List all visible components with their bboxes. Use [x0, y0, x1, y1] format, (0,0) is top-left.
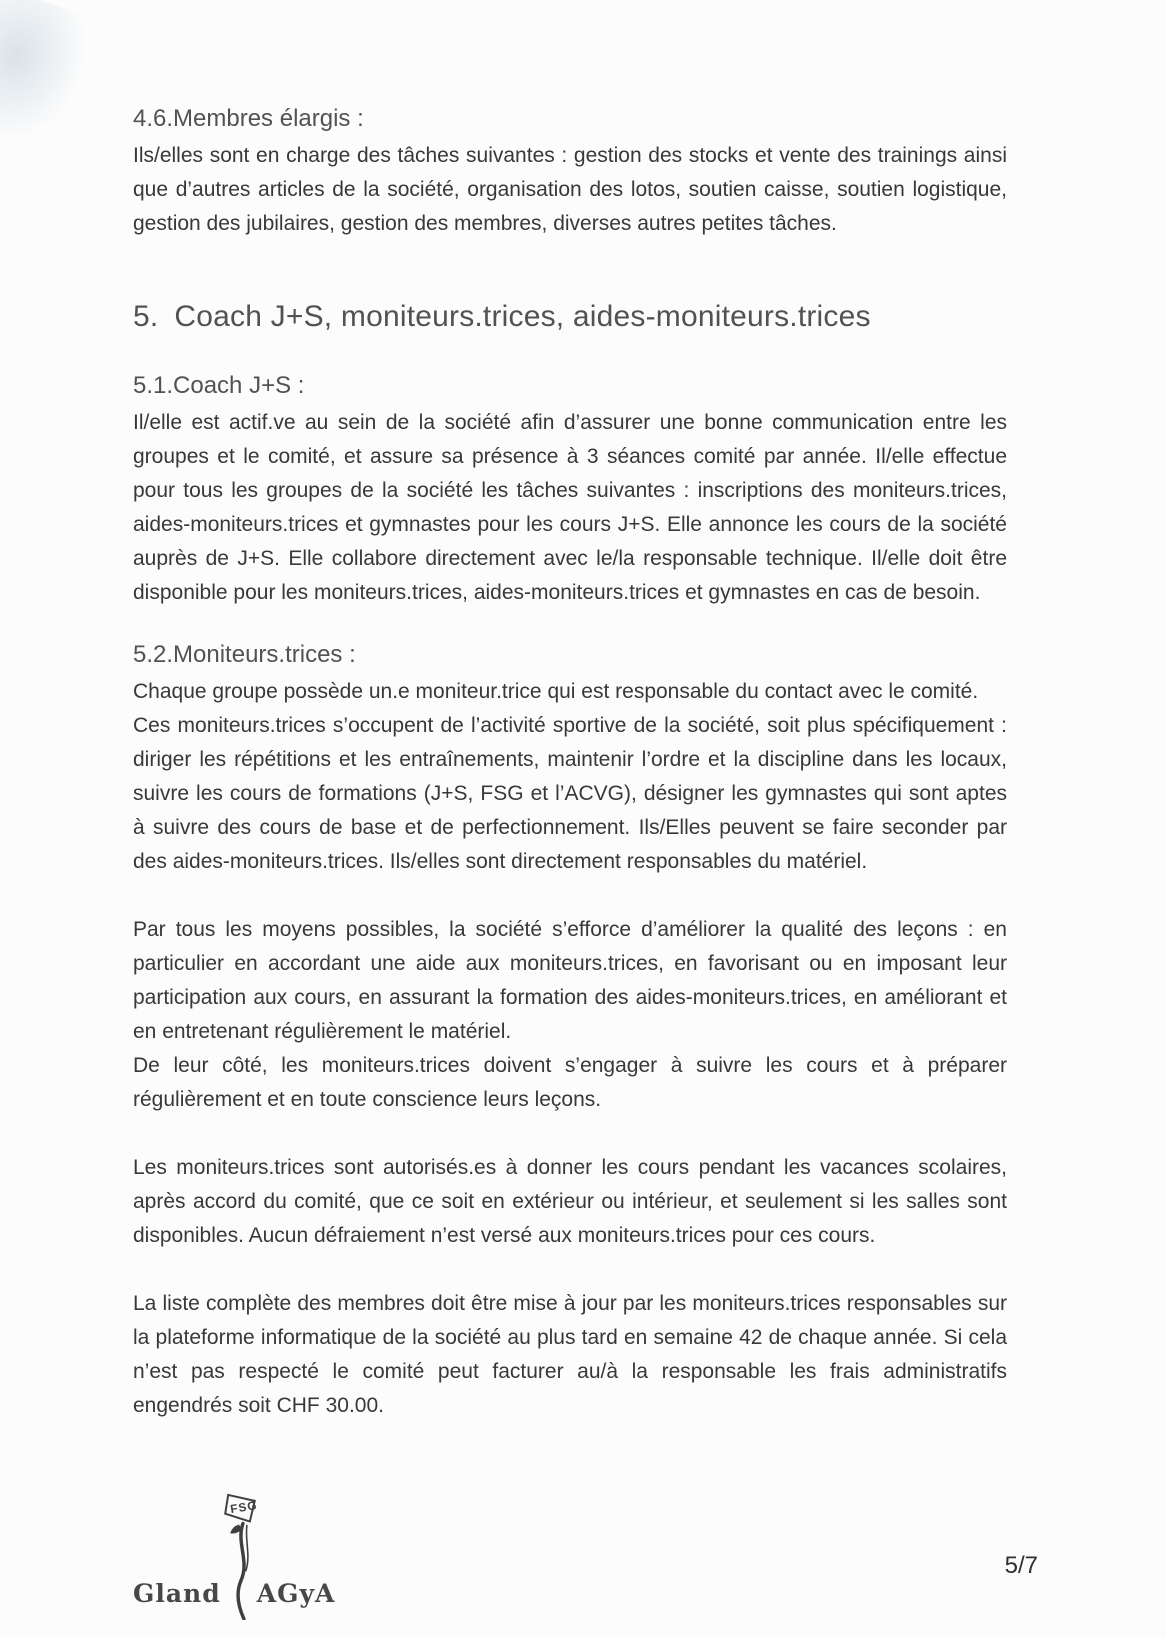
- section-5-1-heading: 5.1.Coach J+S :: [133, 372, 305, 399]
- logo-banner-fsg: FSG: [229, 1498, 259, 1517]
- section-5-title: Coach J+S, moniteurs.trices, aides-moniteurs.trices: [174, 300, 871, 333]
- section-5-2-paragraph-1: Chaque groupe possède un.e moniteur.trice qui est responsable du contact avec le comité.: [133, 680, 979, 703]
- section-4-6-heading: 4.6.Membres élargis :: [133, 105, 364, 132]
- logo-text-gland: Gland: [133, 1579, 221, 1608]
- gymnast-body-stroke: [238, 1524, 244, 1620]
- section-5-2-heading: 5.2.Moniteurs.trices :: [133, 641, 356, 668]
- section-5-2-paragraph-3: Par tous les moyens possibles, la société s’efforce d’améliorer la qualité des leçons : en particulier en accordant une aide aux moniteurs.trices, en favorisant ou en imposant leur participation aux cours, en assurant la formation des aides-moniteurs.trices, en améliorant et en entretenant régulièrement le matériel.: [133, 918, 1007, 1043]
- page-footer: [133, 1478, 1038, 1620]
- section-5-2-paragraph-5: Les moniteurs.trices sont autorisés.es à donner les cours pendant les vacances scolaires, après accord du comité, que ce soit en extérieur ou intérieur, et seulement si les salles sont disponibles. Aucun défraiement n’est versé aux moniteurs.trices pour ces cours.: [133, 1156, 1007, 1247]
- gymnast-ribbon-stroke: [246, 1525, 248, 1570]
- club-logo: [133, 1492, 335, 1620]
- scan-artifact: [0, 0, 102, 163]
- section-5-2-paragraph-6: La liste complète des membres doit être mise à jour par les moniteurs.trices responsables sur la plateforme informatique de la société au plus tard en semaine 42 de chaque année. Si cela n’est pas respecté le comité peut facturer au/à la responsable les frais administratifs engendrés soit CHF 30.00.: [133, 1292, 1007, 1417]
- document-content: [133, 104, 1007, 1423]
- page-number: 5/7: [1004, 1552, 1038, 1579]
- section-5-2-paragraph-2: Ces moniteurs.trices s’occupent de l’activité sportive de la société, soit plus spécifiquement : diriger les répétitions et les entraînements, maintenir l’ordre et la discipline dans les locaux, suivre les cours de formations (J+S, FSG et l’ACVG), désigner les gymnastes qui sont aptes à suivre des cours de base et de perfectionnement. Ils/Elles peuvent se faire seconder par des aides-moniteurs.trices. Ils/elles sont directement responsables du matériel.: [133, 714, 1007, 873]
- section-5-2-paragraph-4: De leur côté, les moniteurs.trices doivent s’engager à suivre les cours et à préparer régulièrement et en toute conscience leurs leçons.: [133, 1054, 1007, 1111]
- section-5-1-paragraph: Il/elle est actif.ve au sein de la société afin d’assurer une bonne communication entre les groupes et le comité, et assure sa présence à 3 séances comité par année. Il/elle effectue pour tous les groupes de la société les tâches suivantes : inscriptions des moniteurs.trices, aides-moniteurs.trices et gymnastes pour les cours J+S. Elle annonce les cours de la société auprès de J+S. Elle collabore directement avec le/la responsable technique. Il/elle doit être disponible pour les moniteurs.trices, aides-moniteurs.trices et gymnastes en cas de besoin.: [133, 411, 1007, 604]
- section-5-heading: [133, 297, 1007, 337]
- section-4-6-paragraph: Ils/elles sont en charge des tâches suivantes : gestion des stocks et vente des trainings ainsi que d’autres articles de la société, organisation des lotos, soutien caisse, soutien logistique, gestion des jubilaires, gestion des membres, diverses autres petites tâches.: [133, 144, 1007, 235]
- logo-text-agya: AGyA: [256, 1579, 336, 1608]
- gymnast-figure-icon: [216, 1492, 262, 1620]
- section-5-number: 5.: [133, 300, 159, 333]
